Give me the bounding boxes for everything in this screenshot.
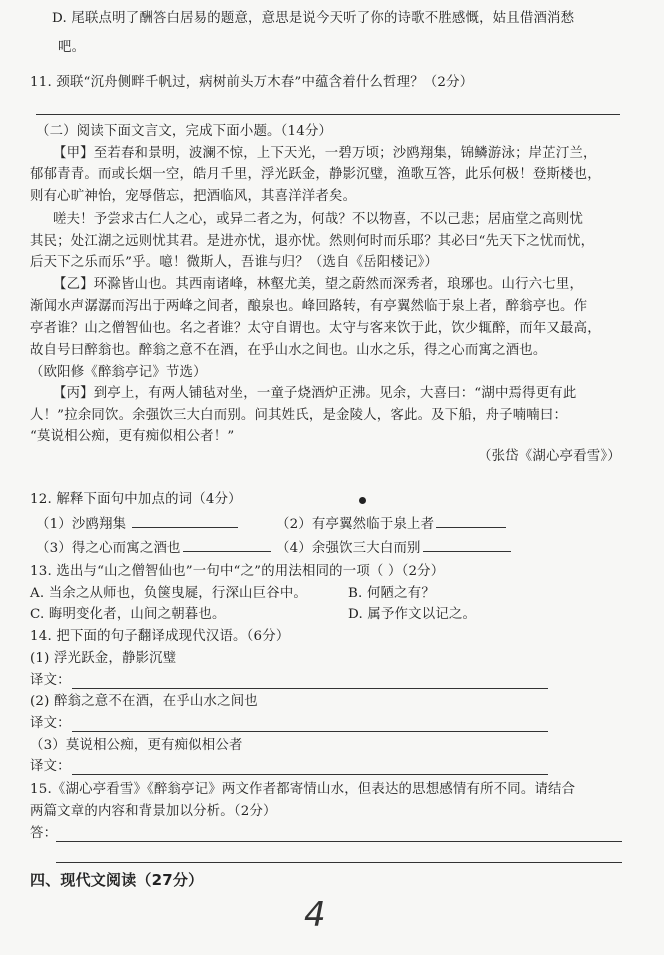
q13-option-a: A. 当余之从师也，负箧曳屣，行深山巨谷中。 [30, 586, 308, 601]
page-number: 4 [304, 895, 326, 935]
q13-option-c: C. 晦明变化者，山间之朝暮也。 [30, 607, 226, 622]
passage-jia-line-3: 则有心旷神怡，宠辱偕忘，把酒临风，其喜洋洋者矣。 [30, 189, 357, 204]
q14-translation-label-3: 译文： [30, 759, 71, 774]
passage-jia-line-2: 郁郁青青。而或长烟一空，皓月千里，浮光跃金，静影沉璧，渔歌互答，此乐何极！登斯楼也， [30, 167, 601, 182]
q14-translation-label-1: 译文： [30, 673, 71, 688]
passage-jia-line-4: 嗟夫！予尝求古仁人之心，或异二者之为，何哉？不以物喜，不以己悲；居庙堂之高则忧 [53, 212, 584, 227]
passage-bing-line-2: 人！”拉余同饮。余强饮三大白而别。问其姓氏，是金陵人，客此。及下船，舟子喃喃曰： [30, 408, 568, 423]
q14-translation-label-2: 译文： [30, 716, 71, 731]
passage-yi-line-3: 亭者谁？山之僧智仙也。名之者谁？太守自谓也。太守与客来饮于此，饮少辄醉，而年又最高， [30, 321, 601, 336]
q13-option-d: D. 属予作文以记之。 [348, 607, 477, 622]
question-15-line-2: 两篇文章的内容和背景加以分析。（2分） [30, 804, 277, 819]
q12-item-1: （1）沙鸥翔集 [36, 513, 238, 534]
section-2-heading: （二）阅读下面文言文，完成下面小题。（14分） [36, 124, 333, 139]
q12-item-4: （4）余强饮三大白而别 [276, 537, 511, 558]
q12-item-2: （2）有亭翼然临于泉上者 [276, 513, 506, 534]
passage-jia-line-6: 后天下之乐而乐”乎。噫！微斯人，吾谁与归？（选自《岳阳楼记》） [30, 255, 439, 270]
section-4-heading: 四、现代文阅读（27分） [30, 871, 204, 889]
option-d-text: D. 尾联点明了酬答白居易的题意，意思是说今天听了你的诗歌不胜感慨，姑且借酒消愁 [52, 11, 575, 26]
option-d-continued: 吧。 [58, 40, 86, 55]
question-11: 11. 颈联“沉舟侧畔千帆过，病树前头万木春”中蕴含着什么哲理？（2分） [30, 75, 474, 90]
passage-yi-line-4: 故自号曰醉翁也。醉翁之意不在酒，在乎山水之间也。山水之乐，得之心而寓之酒也。 [30, 343, 547, 358]
q14-sentence-1: (1) 浮光跃金，静影沉璧 [30, 651, 177, 666]
q14-answer-line-2 [72, 731, 548, 732]
q14-sentence-3: （3）莫说相公痴，更有痴似相公者 [30, 738, 243, 753]
passage-jia-line-5: 其民；处江湖之远则忧其君。是进亦忧，退亦忧。然则何时而乐耶？其必曰“先天下之忧而忧， [30, 234, 595, 249]
passage-bing-line-1: 【丙】到亭上，有两人铺毡对坐，一童子烧酒炉正沸。见余，大喜曰：“湖中焉得更有此 [53, 386, 577, 401]
q14-sentence-2: (2) 醉翁之意不在酒，在乎山水之间也 [30, 694, 258, 709]
question-12: 12. 解释下面句中加点的词（4分） [30, 492, 242, 507]
passage-yi-line-2: 渐闻水声潺潺而泻出于两峰之间者，酿泉也。峰回路转，有亭翼然临于泉上者，醉翁亭也。作 [30, 299, 588, 314]
passage-jia-line-1: 【甲】至若春和景明，波澜不惊，上下天光，一碧万顷；沙鸥翔集，锦鳞游泳；岸芷汀兰， [53, 146, 597, 161]
passage-bing-source: （张岱《湖心亭看雪》） [478, 449, 621, 464]
q14-answer-line-3 [72, 774, 548, 775]
passage-yi-source: （欧阳修《醉翁亭记》节选） [30, 365, 207, 380]
question-14: 14. 把下面的句子翻译成现代汉语。（6分） [30, 629, 290, 644]
question-13: 13. 选出与“山之僧智仙也”一句中“之”的用法相同的一项（ ）（2分） [30, 564, 445, 579]
q15-answer-line-1 [56, 841, 622, 842]
q13-option-b: B. 何陋之有？ [348, 586, 435, 601]
q15-answer-label: 答： [30, 826, 58, 841]
q15-answer-line-2 [56, 862, 622, 863]
question-15-line-1: 15.《湖心亭看雪》《醉翁亭记》两文作者都寄情山水，但表达的思想感情有所不同。请结合 [30, 782, 576, 797]
q12-item-3: （3）得之心而寓之酒也 [36, 537, 271, 558]
passage-yi-line-1: 【乙】环滁皆山也。其西南诸峰，林壑尤美，望之蔚然而深秀者，琅琊也。山行六七里， [53, 277, 584, 292]
q14-answer-line-1 [72, 688, 548, 689]
scan-spot [359, 497, 366, 504]
answer-line-11 [36, 114, 620, 115]
passage-bing-line-3: “莫说相公痴，更有痴似相公者！” [30, 429, 235, 444]
